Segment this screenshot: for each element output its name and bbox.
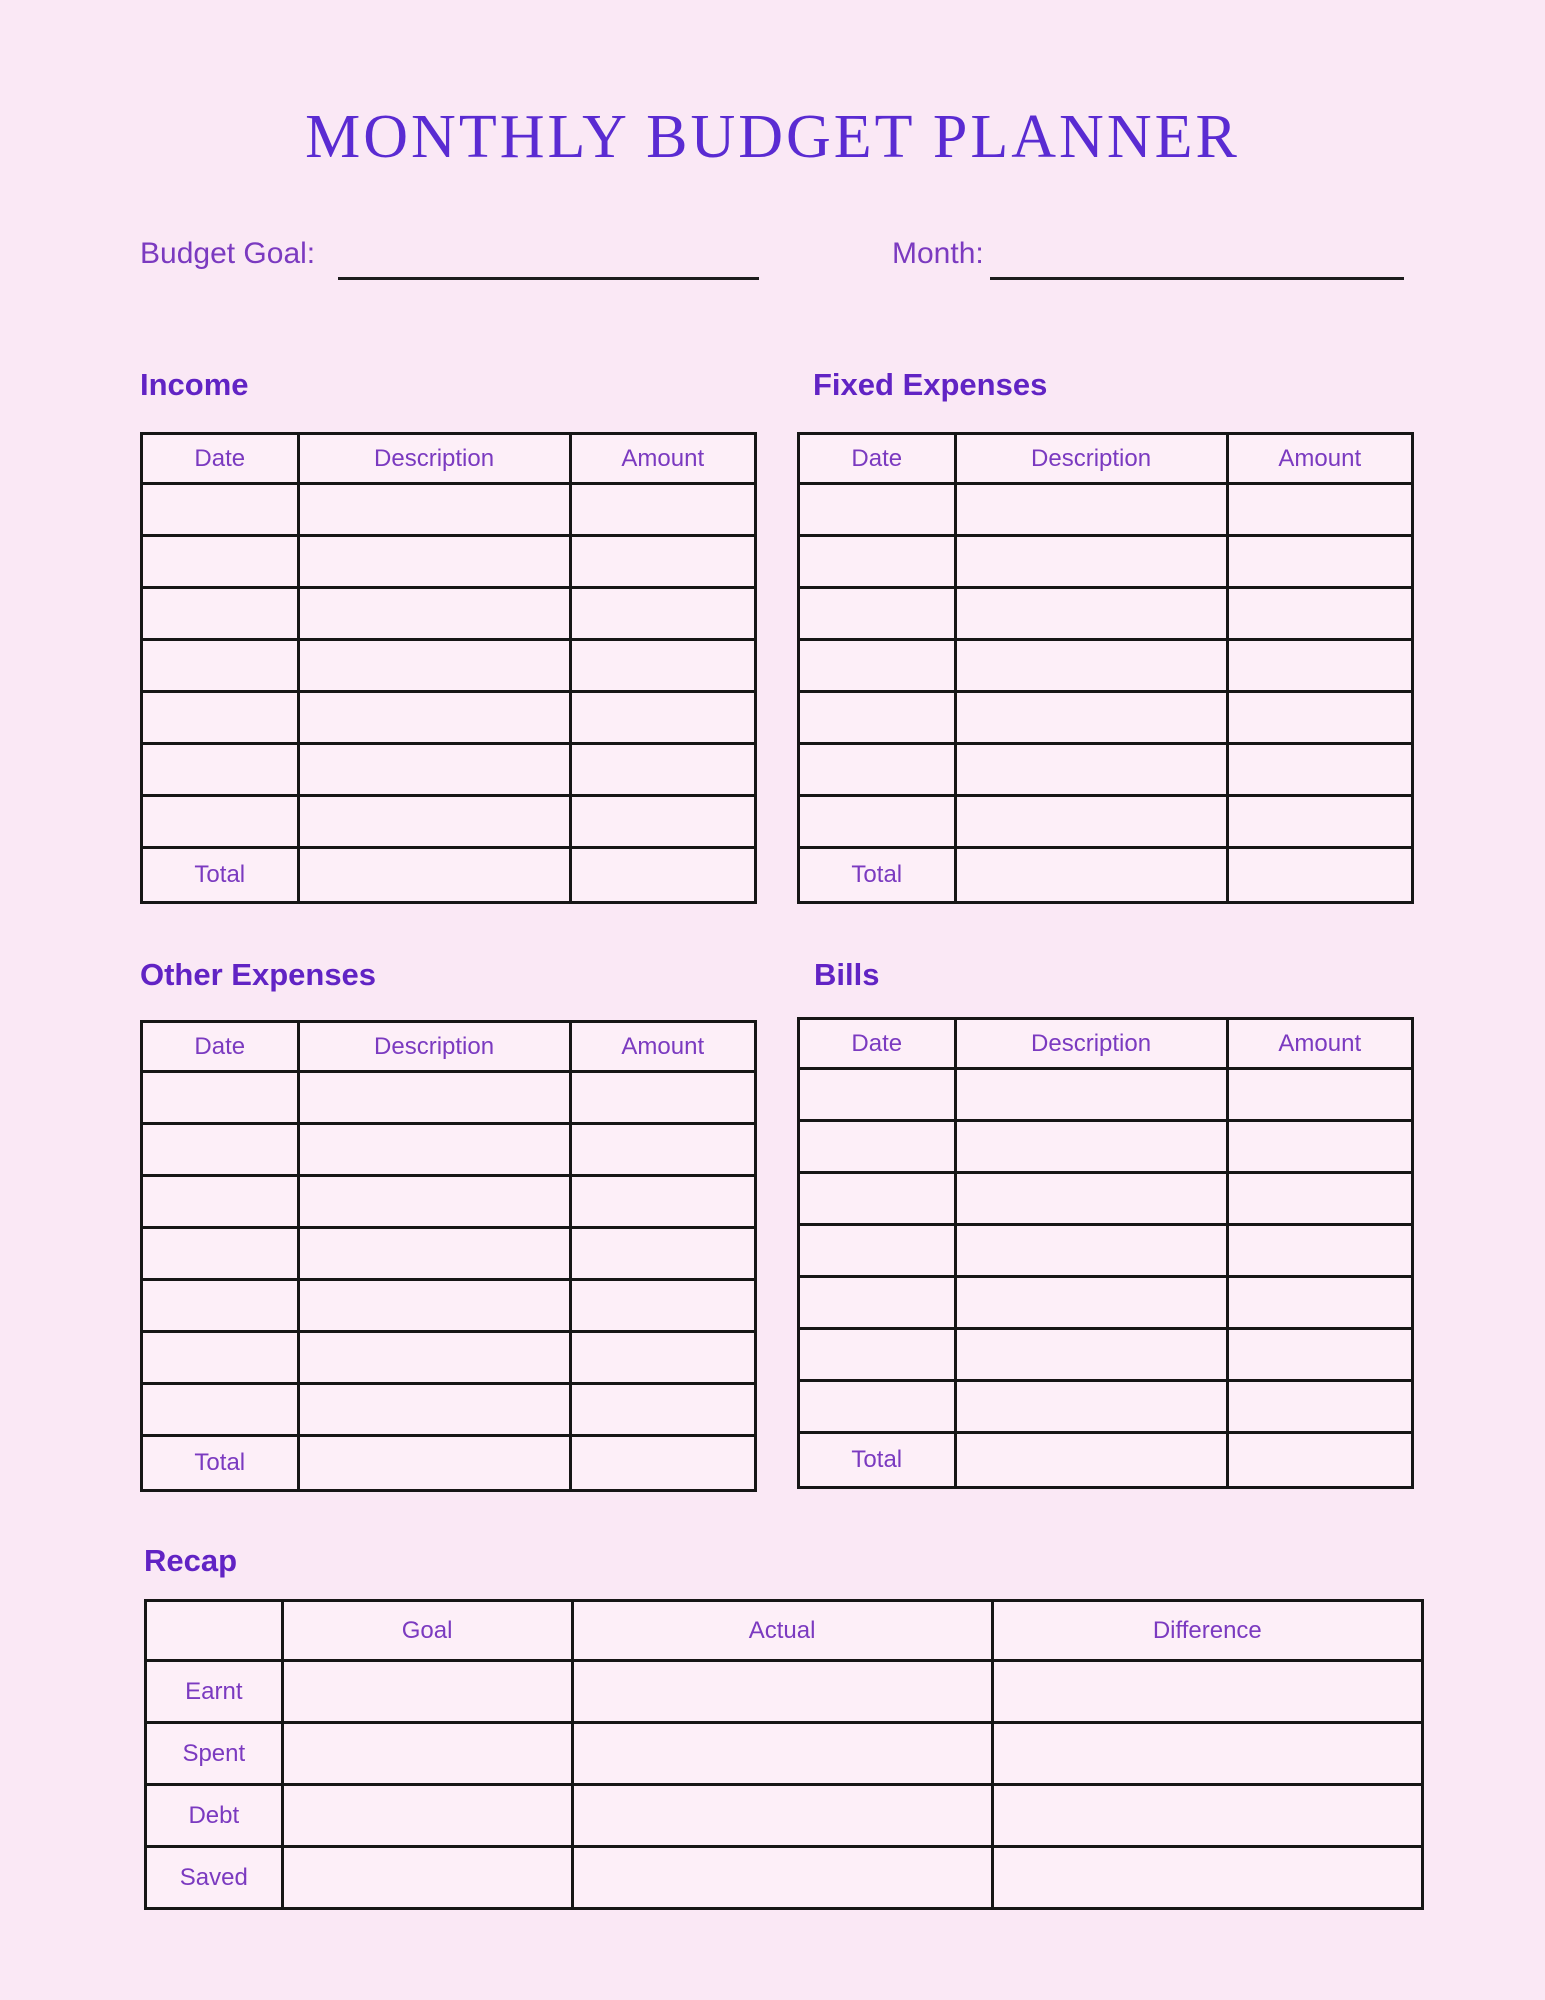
total-amount-cell[interactable] [570, 848, 755, 903]
empty-entry-cell[interactable] [955, 1277, 1227, 1329]
row-label-spent: Spent [146, 1723, 283, 1785]
empty-entry-cell[interactable] [1227, 1329, 1412, 1381]
table-row [142, 1072, 756, 1124]
row-label-debt: Debt [146, 1785, 283, 1847]
total-row [142, 1436, 756, 1491]
table-row [142, 1332, 756, 1384]
empty-entry-cell[interactable] [570, 692, 755, 744]
table-row [142, 1280, 756, 1332]
recap-row-saved [146, 1847, 1423, 1909]
column-header-description: Description [298, 434, 570, 484]
total-amount-cell[interactable] [1227, 1433, 1412, 1488]
column-header-description: Description [955, 1019, 1227, 1069]
total-value-cell[interactable] [298, 848, 570, 903]
empty-entry-cell[interactable] [298, 796, 570, 848]
empty-entry-cell[interactable] [298, 640, 570, 692]
empty-entry-cell[interactable] [570, 1176, 755, 1228]
column-header-amount: Amount [1227, 1019, 1412, 1069]
empty-entry-cell[interactable] [799, 588, 956, 640]
empty-entry-cell[interactable] [955, 588, 1227, 640]
empty-entry-cell[interactable] [955, 692, 1227, 744]
empty-entry-cell[interactable] [298, 744, 570, 796]
empty-entry-cell[interactable] [1227, 1173, 1412, 1225]
empty-entry-cell[interactable] [1227, 1225, 1412, 1277]
page-title: MONTHLY BUDGET PLANNER [305, 103, 1240, 171]
saved-difference-cell[interactable] [992, 1847, 1422, 1909]
table-row [799, 1277, 1413, 1329]
empty-entry-cell[interactable] [298, 1124, 570, 1176]
empty-entry-cell[interactable] [799, 536, 956, 588]
month-input-line[interactable] [990, 277, 1404, 280]
total-row [142, 848, 756, 903]
empty-entry-cell[interactable] [570, 536, 755, 588]
empty-entry-cell[interactable] [955, 536, 1227, 588]
table-row [799, 796, 1413, 848]
empty-entry-cell[interactable] [1227, 1121, 1412, 1173]
recap-row-earnt [146, 1661, 1423, 1723]
empty-entry-cell[interactable] [298, 1072, 570, 1124]
table-row [799, 1381, 1413, 1433]
empty-entry-cell[interactable] [799, 1173, 956, 1225]
empty-entry-cell[interactable] [570, 1072, 755, 1124]
total-label: Total [142, 1436, 299, 1491]
empty-entry-cell[interactable] [955, 1069, 1227, 1121]
empty-entry-cell[interactable] [142, 692, 299, 744]
empty-entry-cell[interactable] [799, 744, 956, 796]
saved-actual-cell[interactable] [572, 1847, 992, 1909]
total-value-cell[interactable] [955, 848, 1227, 903]
saved-goal-cell[interactable] [282, 1847, 572, 1909]
empty-entry-cell[interactable] [1227, 536, 1412, 588]
empty-entry-cell[interactable] [142, 1124, 299, 1176]
table-header-row [142, 434, 756, 484]
empty-entry-cell[interactable] [298, 1176, 570, 1228]
section-heading-income: Income [140, 367, 249, 402]
table-row [142, 692, 756, 744]
column-header-goal: Goal [282, 1601, 572, 1661]
empty-entry-cell[interactable] [142, 796, 299, 848]
empty-entry-cell[interactable] [799, 692, 956, 744]
empty-entry-cell[interactable] [955, 796, 1227, 848]
empty-entry-cell[interactable] [799, 1277, 956, 1329]
empty-entry-cell[interactable] [142, 1332, 299, 1384]
empty-entry-cell[interactable] [298, 1228, 570, 1280]
budget-goal-input-line[interactable] [338, 277, 759, 280]
column-header-date: Date [799, 1019, 956, 1069]
empty-entry-cell[interactable] [570, 640, 755, 692]
empty-entry-cell[interactable] [298, 1384, 570, 1436]
table-row [799, 1069, 1413, 1121]
empty-entry-cell[interactable] [142, 588, 299, 640]
empty-entry-cell[interactable] [799, 1381, 956, 1433]
empty-entry-cell[interactable] [1227, 692, 1412, 744]
empty-entry-cell[interactable] [142, 1280, 299, 1332]
total-amount-cell[interactable] [570, 1436, 755, 1491]
income-table [140, 432, 757, 904]
empty-entry-cell[interactable] [1227, 640, 1412, 692]
table-header-row [799, 1019, 1413, 1069]
table-row [799, 1121, 1413, 1173]
other-expenses-table [140, 1020, 757, 1492]
recap-row-debt [146, 1785, 1423, 1847]
empty-entry-cell[interactable] [955, 484, 1227, 536]
table-row [799, 692, 1413, 744]
table-row [142, 640, 756, 692]
total-label: Total [799, 848, 956, 903]
empty-entry-cell[interactable] [298, 484, 570, 536]
spent-actual-cell[interactable] [572, 1723, 992, 1785]
empty-entry-cell[interactable] [142, 1072, 299, 1124]
empty-entry-cell[interactable] [955, 640, 1227, 692]
total-value-cell[interactable] [298, 1436, 570, 1491]
budget-goal-label: Budget Goal: [140, 237, 316, 270]
table-row [799, 744, 1413, 796]
empty-entry-cell[interactable] [799, 484, 956, 536]
empty-entry-cell[interactable] [142, 1228, 299, 1280]
earnt-actual-cell[interactable] [572, 1661, 992, 1723]
empty-entry-cell[interactable] [298, 588, 570, 640]
section-heading-bills: Bills [814, 957, 880, 992]
empty-entry-cell[interactable] [298, 692, 570, 744]
section-heading-recap: Recap [144, 1543, 238, 1578]
empty-entry-cell[interactable] [570, 1280, 755, 1332]
empty-entry-cell[interactable] [1227, 744, 1412, 796]
table-row [142, 484, 756, 536]
empty-entry-cell[interactable] [799, 1069, 956, 1121]
table-row [142, 588, 756, 640]
fixed-expenses-table [797, 432, 1414, 904]
empty-entry-cell[interactable] [1227, 796, 1412, 848]
empty-entry-cell[interactable] [570, 484, 755, 536]
section-heading-fixed-expenses: Fixed Expenses [813, 367, 1048, 402]
table-header-row [142, 1022, 756, 1072]
recap-header-row [146, 1601, 1423, 1661]
total-row [799, 1433, 1413, 1488]
empty-entry-cell[interactable] [955, 1381, 1227, 1433]
table-row [142, 536, 756, 588]
empty-entry-cell[interactable] [799, 640, 956, 692]
empty-entry-cell[interactable] [1227, 484, 1412, 536]
empty-entry-cell[interactable] [298, 1332, 570, 1384]
empty-entry-cell[interactable] [570, 1384, 755, 1436]
empty-entry-cell[interactable] [570, 1332, 755, 1384]
empty-entry-cell[interactable] [955, 1121, 1227, 1173]
row-label-earnt: Earnt [146, 1661, 283, 1723]
empty-entry-cell[interactable] [955, 1329, 1227, 1381]
row-label-saved: Saved [146, 1847, 283, 1909]
table-row [142, 796, 756, 848]
table-row [799, 588, 1413, 640]
column-header-date: Date [799, 434, 956, 484]
debt-goal-cell[interactable] [282, 1785, 572, 1847]
spent-difference-cell[interactable] [992, 1723, 1422, 1785]
total-value-cell[interactable] [955, 1433, 1227, 1488]
empty-entry-cell[interactable] [1227, 588, 1412, 640]
recap-row-spent [146, 1723, 1423, 1785]
table-header-row [799, 434, 1413, 484]
empty-entry-cell[interactable] [955, 1173, 1227, 1225]
empty-entry-cell[interactable] [570, 588, 755, 640]
empty-entry-cell[interactable] [570, 1124, 755, 1176]
empty-entry-cell[interactable] [570, 796, 755, 848]
empty-entry-cell[interactable] [142, 744, 299, 796]
table-row [799, 536, 1413, 588]
table-row [799, 1173, 1413, 1225]
empty-entry-cell[interactable] [955, 744, 1227, 796]
table-row [799, 484, 1413, 536]
table-row [142, 1384, 756, 1436]
table-row [142, 1228, 756, 1280]
empty-entry-cell[interactable] [298, 536, 570, 588]
empty-entry-cell[interactable] [570, 744, 755, 796]
empty-entry-cell[interactable] [142, 484, 299, 536]
recap-table [144, 1599, 1424, 1910]
table-row [799, 640, 1413, 692]
table-row [799, 1225, 1413, 1277]
empty-entry-cell[interactable] [142, 1384, 299, 1436]
column-header-amount: Amount [1227, 434, 1412, 484]
column-header-actual: Actual [572, 1601, 992, 1661]
earnt-goal-cell[interactable] [282, 1661, 572, 1723]
bills-table [797, 1017, 1414, 1489]
empty-entry-cell[interactable] [298, 1280, 570, 1332]
column-header-amount: Amount [570, 1022, 755, 1072]
total-label: Total [799, 1433, 956, 1488]
table-row [799, 1329, 1413, 1381]
empty-entry-cell[interactable] [799, 1329, 956, 1381]
total-row [799, 848, 1413, 903]
column-header-amount: Amount [570, 434, 755, 484]
debt-actual-cell[interactable] [572, 1785, 992, 1847]
earnt-difference-cell[interactable] [992, 1661, 1422, 1723]
debt-difference-cell[interactable] [992, 1785, 1422, 1847]
empty-entry-cell[interactable] [1227, 1069, 1412, 1121]
column-header-date: Date [142, 434, 299, 484]
empty-entry-cell[interactable] [1227, 1381, 1412, 1433]
table-row [142, 1124, 756, 1176]
empty-entry-cell[interactable] [142, 640, 299, 692]
empty-entry-cell[interactable] [799, 796, 956, 848]
total-label: Total [142, 848, 299, 903]
column-header-date: Date [142, 1022, 299, 1072]
empty-entry-cell[interactable] [142, 1176, 299, 1228]
section-heading-other-expenses: Other Expenses [140, 957, 377, 992]
month-label: Month: [892, 237, 984, 270]
column-header-description: Description [298, 1022, 570, 1072]
empty-entry-cell[interactable] [799, 1225, 956, 1277]
empty-entry-cell[interactable] [799, 1121, 956, 1173]
table-row [142, 1176, 756, 1228]
empty-entry-cell[interactable] [570, 1228, 755, 1280]
column-header-difference: Difference [992, 1601, 1422, 1661]
total-amount-cell[interactable] [1227, 848, 1412, 903]
empty-entry-cell[interactable] [1227, 1277, 1412, 1329]
spent-goal-cell[interactable] [282, 1723, 572, 1785]
table-row [142, 744, 756, 796]
recap-corner-cell [146, 1601, 283, 1661]
column-header-description: Description [955, 434, 1227, 484]
empty-entry-cell[interactable] [955, 1225, 1227, 1277]
empty-entry-cell[interactable] [142, 536, 299, 588]
